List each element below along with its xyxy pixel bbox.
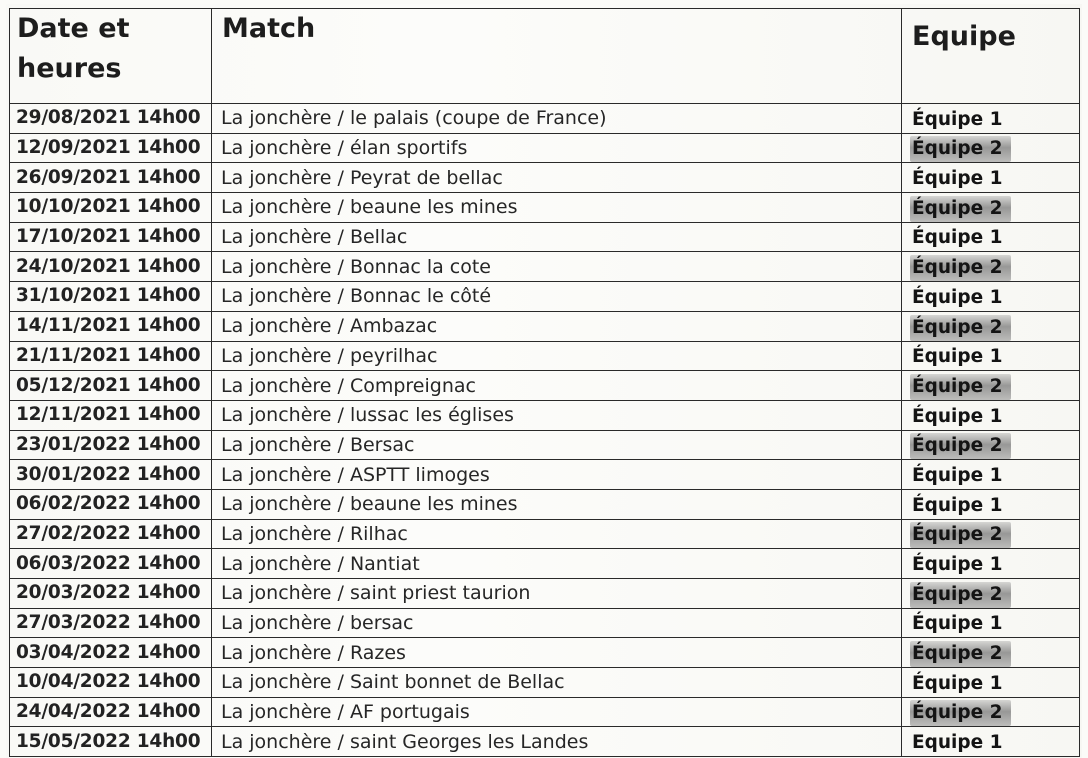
match-date-cell: 10/10/2021 14h00 <box>10 193 212 223</box>
highlighted-team-label: Équipe 2 <box>910 582 1011 608</box>
table-row <box>10 460 1080 490</box>
team-cell <box>902 341 1080 371</box>
table-row <box>10 579 1080 609</box>
table-row <box>10 193 1080 223</box>
team-label: Équipe 1 <box>912 405 1003 427</box>
match-name-cell: La jonchère / bersac <box>212 608 902 638</box>
match-name-cell: La jonchère / Bonnac la cote <box>212 252 902 282</box>
match-date-cell: 12/11/2021 14h00 <box>10 400 212 430</box>
team-cell <box>902 104 1080 134</box>
match-date-cell: 29/08/2021 14h00 <box>10 104 212 134</box>
table-row <box>10 311 1080 341</box>
team-cell <box>902 430 1080 460</box>
team-label: Équipe 1 <box>912 168 1003 190</box>
team-label: Équipe 1 <box>912 464 1003 486</box>
match-name-cell: La jonchère / Compreignac <box>212 371 902 401</box>
table-row <box>10 400 1080 430</box>
match-date-cell: 17/10/2021 14h00 <box>10 222 212 252</box>
match-date-cell: 20/03/2022 14h00 <box>10 579 212 609</box>
match-date-cell: 21/11/2021 14h00 <box>10 341 212 371</box>
table-row <box>10 104 1080 134</box>
match-schedule-table <box>9 8 1080 757</box>
match-date-cell: 15/05/2022 14h00 <box>10 727 212 757</box>
team-cell <box>902 311 1080 341</box>
match-date-cell: 12/09/2021 14h00 <box>10 133 212 163</box>
match-date-cell: 31/10/2021 14h00 <box>10 282 212 312</box>
match-name-cell: La jonchère / AF portugais <box>212 697 902 727</box>
match-name-cell: La jonchère / saint Georges les Landes <box>212 727 902 757</box>
team-label: Équipe 1 <box>912 554 1003 575</box>
match-name-cell: La jonchère / beaune les mines <box>212 489 902 519</box>
team-cell <box>902 133 1080 163</box>
header-row <box>10 9 1080 104</box>
team-label: Équipe 1 <box>912 613 1003 635</box>
match-date-cell: 14/11/2021 14h00 <box>10 311 212 341</box>
table-row <box>10 519 1080 549</box>
match-date-cell: 06/03/2022 14h00 <box>10 549 212 579</box>
table-row <box>10 163 1080 193</box>
team-label: Équipe 1 <box>912 494 1003 516</box>
match-name-cell: La jonchère / Bonnac le côté <box>212 282 902 312</box>
team-cell <box>902 460 1080 490</box>
scanned-page <box>6 4 1082 758</box>
match-date-cell: 03/04/2022 14h00 <box>10 638 212 668</box>
match-name-cell: La jonchère / ASPTT limoges <box>212 460 902 490</box>
team-label: Équipe 1 <box>912 286 1003 308</box>
team-cell <box>902 489 1080 519</box>
match-name-cell: La jonchère / Bellac <box>212 222 902 252</box>
match-name-cell: La jonchère / Bersac <box>212 430 902 460</box>
team-label: Équipe 1 <box>912 672 1003 694</box>
team-cell <box>902 638 1080 668</box>
match-date-cell: 06/02/2022 14h00 <box>10 489 212 519</box>
match-name-cell: La jonchère / Ambazac <box>212 311 902 341</box>
team-cell <box>902 519 1080 549</box>
table-row <box>10 638 1080 668</box>
match-name-cell: La jonchère / lussac les églises <box>212 400 902 430</box>
highlighted-team-label: Équipe 2 <box>910 255 1011 281</box>
team-cell <box>902 727 1080 757</box>
date-column-header: Date et heures <box>10 9 212 104</box>
team-label: Équipe 1 <box>912 227 1003 249</box>
team-label: Équipe 1 <box>912 108 1003 130</box>
table-row <box>10 697 1080 727</box>
team-cell <box>902 608 1080 638</box>
match-name-cell: La jonchère / Peyrat de bellac <box>212 163 902 193</box>
team-cell <box>902 579 1080 609</box>
team-cell <box>902 400 1080 430</box>
table-body <box>10 104 1080 757</box>
team-cell <box>902 282 1080 312</box>
highlighted-team-label: Équipe 2 <box>910 522 1011 548</box>
team-label: Equipe 1 <box>912 732 1003 754</box>
match-name-cell: La jonchère / Rilhac <box>212 519 902 549</box>
table-row <box>10 341 1080 371</box>
table-row <box>10 489 1080 519</box>
match-date-cell: 24/10/2021 14h00 <box>10 252 212 282</box>
match-name-cell: La jonchère / peyrilhac <box>212 341 902 371</box>
match-name-cell: La jonchère / Nantiat <box>212 549 902 579</box>
match-date-cell: 10/04/2022 14h00 <box>10 668 212 698</box>
highlighted-team-label: Équipe 2 <box>910 641 1011 667</box>
match-name-cell: La jonchère / le palais (coupe de France) <box>212 104 902 134</box>
team-cell <box>902 371 1080 401</box>
match-date-cell: 27/02/2022 14h00 <box>10 519 212 549</box>
table-row <box>10 608 1080 638</box>
team-cell <box>902 163 1080 193</box>
team-cell <box>902 193 1080 223</box>
table-row <box>10 371 1080 401</box>
highlighted-team-label: Équipe 2 <box>910 136 1011 162</box>
team-cell <box>902 668 1080 698</box>
team-cell <box>902 222 1080 252</box>
match-date-cell: 27/03/2022 14h00 <box>10 608 212 638</box>
match-date-cell: 23/01/2022 14h00 <box>10 430 212 460</box>
match-name-cell: La jonchère / Saint bonnet de Bellac <box>212 668 902 698</box>
highlighted-team-label: Équipe 2 <box>910 374 1011 400</box>
table-row <box>10 133 1080 163</box>
match-date-cell: 05/12/2021 14h00 <box>10 371 212 401</box>
table-header <box>10 9 1080 104</box>
team-cell <box>902 697 1080 727</box>
team-cell <box>902 252 1080 282</box>
highlighted-team-label: Équipe 2 <box>910 196 1011 222</box>
team-column-header: Equipe <box>902 9 1080 104</box>
match-date-cell: 24/04/2022 14h00 <box>10 697 212 727</box>
match-name-cell: La jonchère / saint priest taurion <box>212 579 902 609</box>
match-name-cell: La jonchère / Razes <box>212 638 902 668</box>
team-cell <box>902 549 1080 579</box>
table-row <box>10 727 1080 757</box>
table-row <box>10 430 1080 460</box>
match-date-cell: 30/01/2022 14h00 <box>10 460 212 490</box>
match-column-header: Match <box>212 9 902 104</box>
table-row <box>10 549 1080 579</box>
match-name-cell: La jonchère / élan sportifs <box>212 133 902 163</box>
table-row <box>10 282 1080 312</box>
table-row <box>10 252 1080 282</box>
table-row <box>10 222 1080 252</box>
table-row <box>10 668 1080 698</box>
team-label: Équipe 1 <box>912 346 1003 368</box>
match-date-cell: 26/09/2021 14h00 <box>10 163 212 193</box>
highlighted-team-label: Équipe 2 <box>910 700 1011 726</box>
highlighted-team-label: Équipe 2 <box>910 315 1011 341</box>
match-name-cell: La jonchère / beaune les mines <box>212 193 902 223</box>
highlighted-team-label: Équipe 2 <box>910 433 1011 459</box>
